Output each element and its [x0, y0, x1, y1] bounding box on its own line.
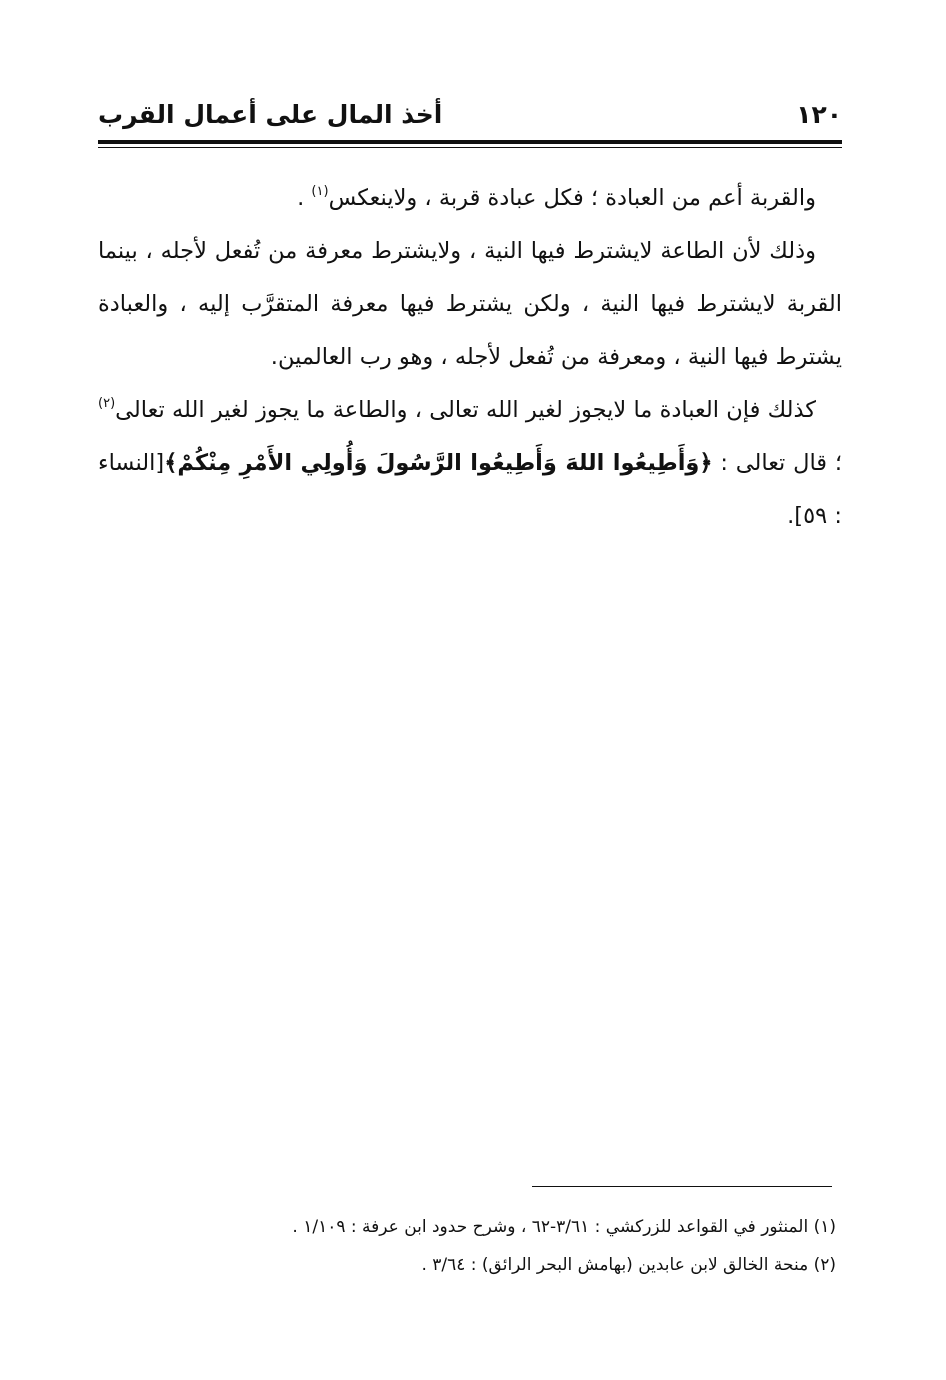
footnote-1: (١) المنثور في القواعد للزركشي : ٣/٦١-٦٢ ، وشرح حدود ابن عرفة : ١/١٠٩ . — [292, 1217, 836, 1237]
page-number: ١٢٠ — [796, 100, 842, 129]
running-title: أخذ المال على أعمال القرب — [98, 100, 443, 129]
footnote-ref-1: (١) — [311, 184, 329, 199]
paragraph-1-end: . — [297, 185, 305, 211]
quran-verse: ﴿وَأَطِيعُوا اللهَ وَأَطِيعُوا الرَّسُولَ وَأُولِي الأَمْرِ مِنْكُمْ﴾ — [164, 450, 713, 476]
page-header — [98, 98, 842, 132]
paragraph-2: وذلك لأن الطاعة لايشترط فيها النية ، ولايشترط معرفة من تُفعل لأجله ، بينما القربة لايشترط فيها النية ، ولكن يشترط فيها معرفة المتقرَّب إليه ، والعبادة يشترط فيها النية ، ومعرفة من تُفعل لأجله ، وهو رب العالمين. — [98, 238, 842, 370]
paragraph-1-text: والقربة أعم من العبادة ؛ فكل عبادة قربة ، ولاينعكس — [328, 185, 816, 211]
header-rule-thick — [98, 140, 842, 144]
footnote-2: (٢) منحة الخالق لابن عابدين (بهامش البحر الرائق) : ٣/٦٤ . — [421, 1255, 836, 1275]
paragraph-3-mid: ؛ قال تعالى : — [720, 450, 843, 476]
verse-citation: [النساء : ٥٩]. — [98, 450, 842, 529]
footnotes — [200, 1208, 836, 1284]
main-text — [98, 172, 842, 543]
paragraph-3 — [98, 384, 842, 543]
paragraph-3-start: كذلك فإن العبادة ما لايجوز لغير الله تعالى ، والطاعة ما يجوز لغير الله تعالى — [115, 397, 816, 423]
footnote-separator — [532, 1186, 832, 1187]
footnote-ref-2: (٢) — [98, 396, 116, 411]
header-rule-thin — [98, 147, 842, 148]
paragraph-1 — [98, 172, 842, 225]
